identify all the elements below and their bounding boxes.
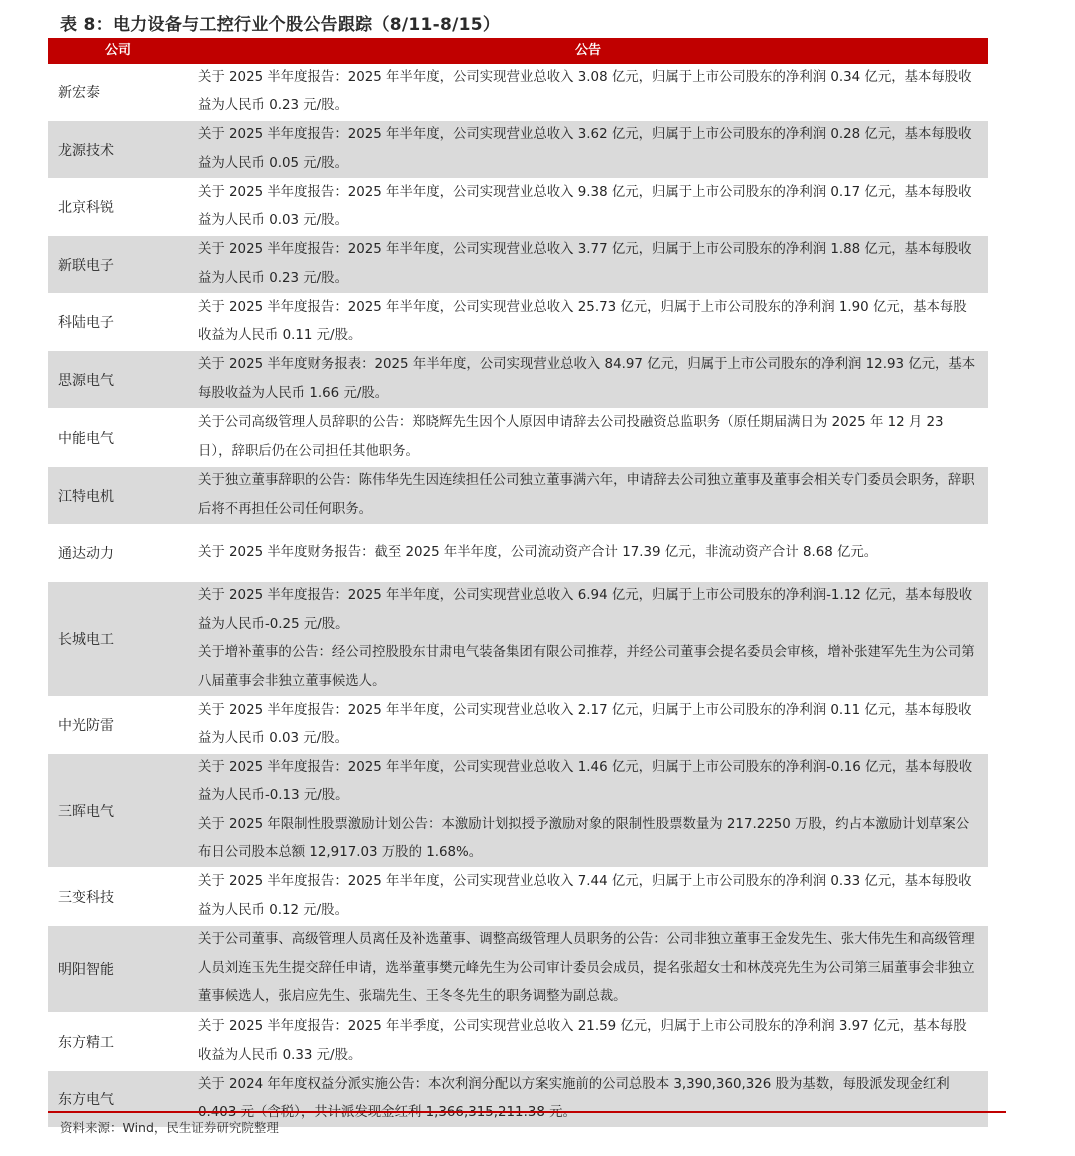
announcement-cell xyxy=(188,292,988,353)
table-row xyxy=(48,64,988,121)
announcement-text: 关于公司董事、高级管理人员离任及补选董事、调整高级管理人员职务的公告：公司非独立董事王金发先生、张大伟先生和高级管理人员刘连玉先生提交辞任申请，选举董事樊元峰先生为公司审计委员会成员，提名张超女士和林茂亮先生为公司第三届董事会非独立董事候选人，张启应先生、张瑞先生、王冬冬先生的职务调整为副总裁。 xyxy=(198,932,975,1005)
announcement-text: 关于 2025 半年度报告：2025 年半年度，公司实现营业总收入 25.73 亿元，归属于上市公司股东的净利润 1.90 亿元，基本每股收益为人民币 0.11 元/股。 xyxy=(198,299,967,343)
announcement-text: 关于 2025 半年度报告：2025 年半年度，公司实现营业总收入 7.44 亿元，归属于上市公司股东的净利润 0.33 亿元，基本每股收益为人民币 0.12 元/股。 xyxy=(198,874,972,918)
announcement-text: 关于 2025 半年度报告：2025 年半年度，公司实现营业总收入 2.17 亿元，归属于上市公司股东的净利润 0.11 亿元，基本每股收益为人民币 0.03 元/股。 xyxy=(198,702,972,746)
table-row xyxy=(48,582,988,697)
announcement-cell xyxy=(188,752,988,870)
announcement-cell xyxy=(188,580,988,698)
table-body xyxy=(48,64,988,1128)
company-cell: 江特电机 xyxy=(58,488,114,505)
announcement-cell xyxy=(188,866,988,927)
table-bottom-rule xyxy=(48,1111,1006,1113)
source-note: 资料来源：Wind，民生证券研究院整理 xyxy=(60,1120,279,1135)
table-header xyxy=(48,38,988,64)
company-cell: 新宏泰 xyxy=(58,85,100,101)
company-cell: 通达动力 xyxy=(58,546,114,562)
company-cell: 长城电工 xyxy=(58,632,114,648)
announcement-text: 关于 2025 半年度报告：2025 年半年度，公司实现营业总收入 3.62 亿元，归属于上市公司股东的净利润 0.28 亿元，基本每股收益为人民币 0.05 元/股。 xyxy=(198,127,972,171)
table-row xyxy=(48,409,988,467)
announcement-cell xyxy=(188,465,988,526)
announcement-cell xyxy=(188,1069,988,1130)
announcement-text: 关于 2025 年限制性股票激励计划公告：本激励计划拟授予激励对象的限制性股票数量为 217.2250 万股，约占本激励计划草案公布日公司股本总额 12,917.03 万股的 1.68%。 xyxy=(198,816,970,860)
announcement-text: 关于 2025 半年度财务报表：2025 年半年度，公司实现营业总收入 84.97 亿元，归属于上市公司股东的净利润 12.93 亿元，基本每股收益为人民币 1.66 元/股。 xyxy=(198,357,976,401)
announcement-cell xyxy=(188,119,988,180)
announcement-text: 关于公司高级管理人员辞职的公告：郑晓辉先生因个人原因申请辞去公司投融资总监职务（原任期届满日为 2025 年 12 月 23 日），辞职后仍在公司担任其他职务。 xyxy=(198,415,944,459)
table-row xyxy=(48,926,988,1013)
table-row xyxy=(48,121,988,179)
table-title: 表 8：电力设备与工控行业个股公告跟踪（8/11-8/15） xyxy=(60,15,501,35)
announcement-text: 关于 2025 半年度报告：2025 年半年度，公司实现营业总收入 9.38 亿元，归属于上市公司股东的净利润 0.17 亿元，基本每股收益为人民币 0.03 元/股。 xyxy=(198,184,972,228)
announcement-text: 关于 2025 半年度报告：2025 年半年度，公司实现营业总收入 3.08 亿元，归属于上市公司股东的净利润 0.34 亿元，基本每股收益为人民币 0.23 元/股。 xyxy=(198,69,972,113)
announcement-cell xyxy=(188,1011,988,1072)
table-row xyxy=(48,294,988,351)
table-row xyxy=(48,236,988,294)
company-cell: 明阳智能 xyxy=(58,962,114,978)
header-announcement: 公告 xyxy=(574,43,601,58)
announcement-cell xyxy=(188,234,988,295)
announcement-text: 关于 2025 半年度报告：2025 年半季度，公司实现营业总收入 21.59 亿元，归属于上市公司股东的净利润 3.97 亿元，基本每股收益为人民币 0.33 元/股。 xyxy=(198,1019,967,1063)
header-company: 公司 xyxy=(104,43,131,58)
table-row xyxy=(48,697,988,754)
announcement-text: 关于 2024 年年度权益分派实施公告：本次利润分配以方案实施前的公司总股本 3,390,360,326 股为基数，每股派发现金红利 xyxy=(198,1076,950,1092)
company-cell: 龙源技术 xyxy=(58,142,114,159)
announcement-text: 关于 2025 半年度报告：2025 年半年度，公司实现营业总收入 6.94 亿元，归属于上市公司股东的净利润-1.12 亿元，基本每股收益为人民币-0.25 元/股。 xyxy=(198,588,973,632)
table-row xyxy=(48,1013,988,1071)
table-row xyxy=(48,351,988,409)
announcement-text: 关于增补董事的公告：经公司控股股东甘肃电气装备集团有限公司推荐，并经公司董事会提名委员会审核，增补张建军先生为公司第八届董事会非独立董事候选人。 xyxy=(198,645,975,689)
company-cell: 中能电气 xyxy=(58,430,114,447)
company-cell: 三晖电气 xyxy=(58,803,114,820)
announcement-cell xyxy=(188,407,988,468)
announcement-text: 关于 2025 半年度报告：2025 年半年度，公司实现营业总收入 3.77 亿元，归属于上市公司股东的净利润 1.88 亿元，基本每股收益为人民币 0.23 元/股。 xyxy=(198,242,972,286)
company-cell: 中光防雷 xyxy=(58,718,114,734)
company-cell: 北京科锐 xyxy=(58,200,114,216)
table-row xyxy=(48,525,988,582)
table-row xyxy=(48,754,988,868)
table-row xyxy=(48,179,988,236)
company-cell: 科陆电子 xyxy=(58,315,114,331)
announcement-text: 关于独立董事辞职的公告：陈伟华先生因连续担任公司独立董事满六年，申请辞去公司独立董事及董事会相关专门委员会职务，辞职后将不再担任公司任何职务。 xyxy=(198,473,975,517)
table-row xyxy=(48,868,988,926)
announcement-text: 关于 2025 半年度财务报告：截至 2025 年半年度，公司流动资产合计 17.39 亿元，非流动资产合计 8.68 亿元。 xyxy=(198,544,878,560)
announcement-cell xyxy=(188,62,988,123)
announcement-cell xyxy=(188,695,988,756)
announcement-table xyxy=(48,38,988,1128)
table-row xyxy=(48,467,988,525)
company-cell: 新联电子 xyxy=(58,257,114,274)
announcement-text: 关于 2025 半年度报告：2025 年半年度，公司实现营业总收入 1.46 亿元，归属于上市公司股东的净利润-0.16 亿元，基本每股收益为人民币-0.13 元/股。 xyxy=(198,759,973,803)
company-cell: 思源电气 xyxy=(58,372,114,389)
announcement-cell xyxy=(188,177,988,238)
announcement-cell xyxy=(188,349,988,410)
announcement-cell xyxy=(188,924,988,1014)
announcement-cell xyxy=(188,537,988,570)
company-cell: 东方电气 xyxy=(58,1092,114,1108)
company-cell: 东方精工 xyxy=(58,1034,114,1051)
company-cell: 三变科技 xyxy=(58,889,114,906)
